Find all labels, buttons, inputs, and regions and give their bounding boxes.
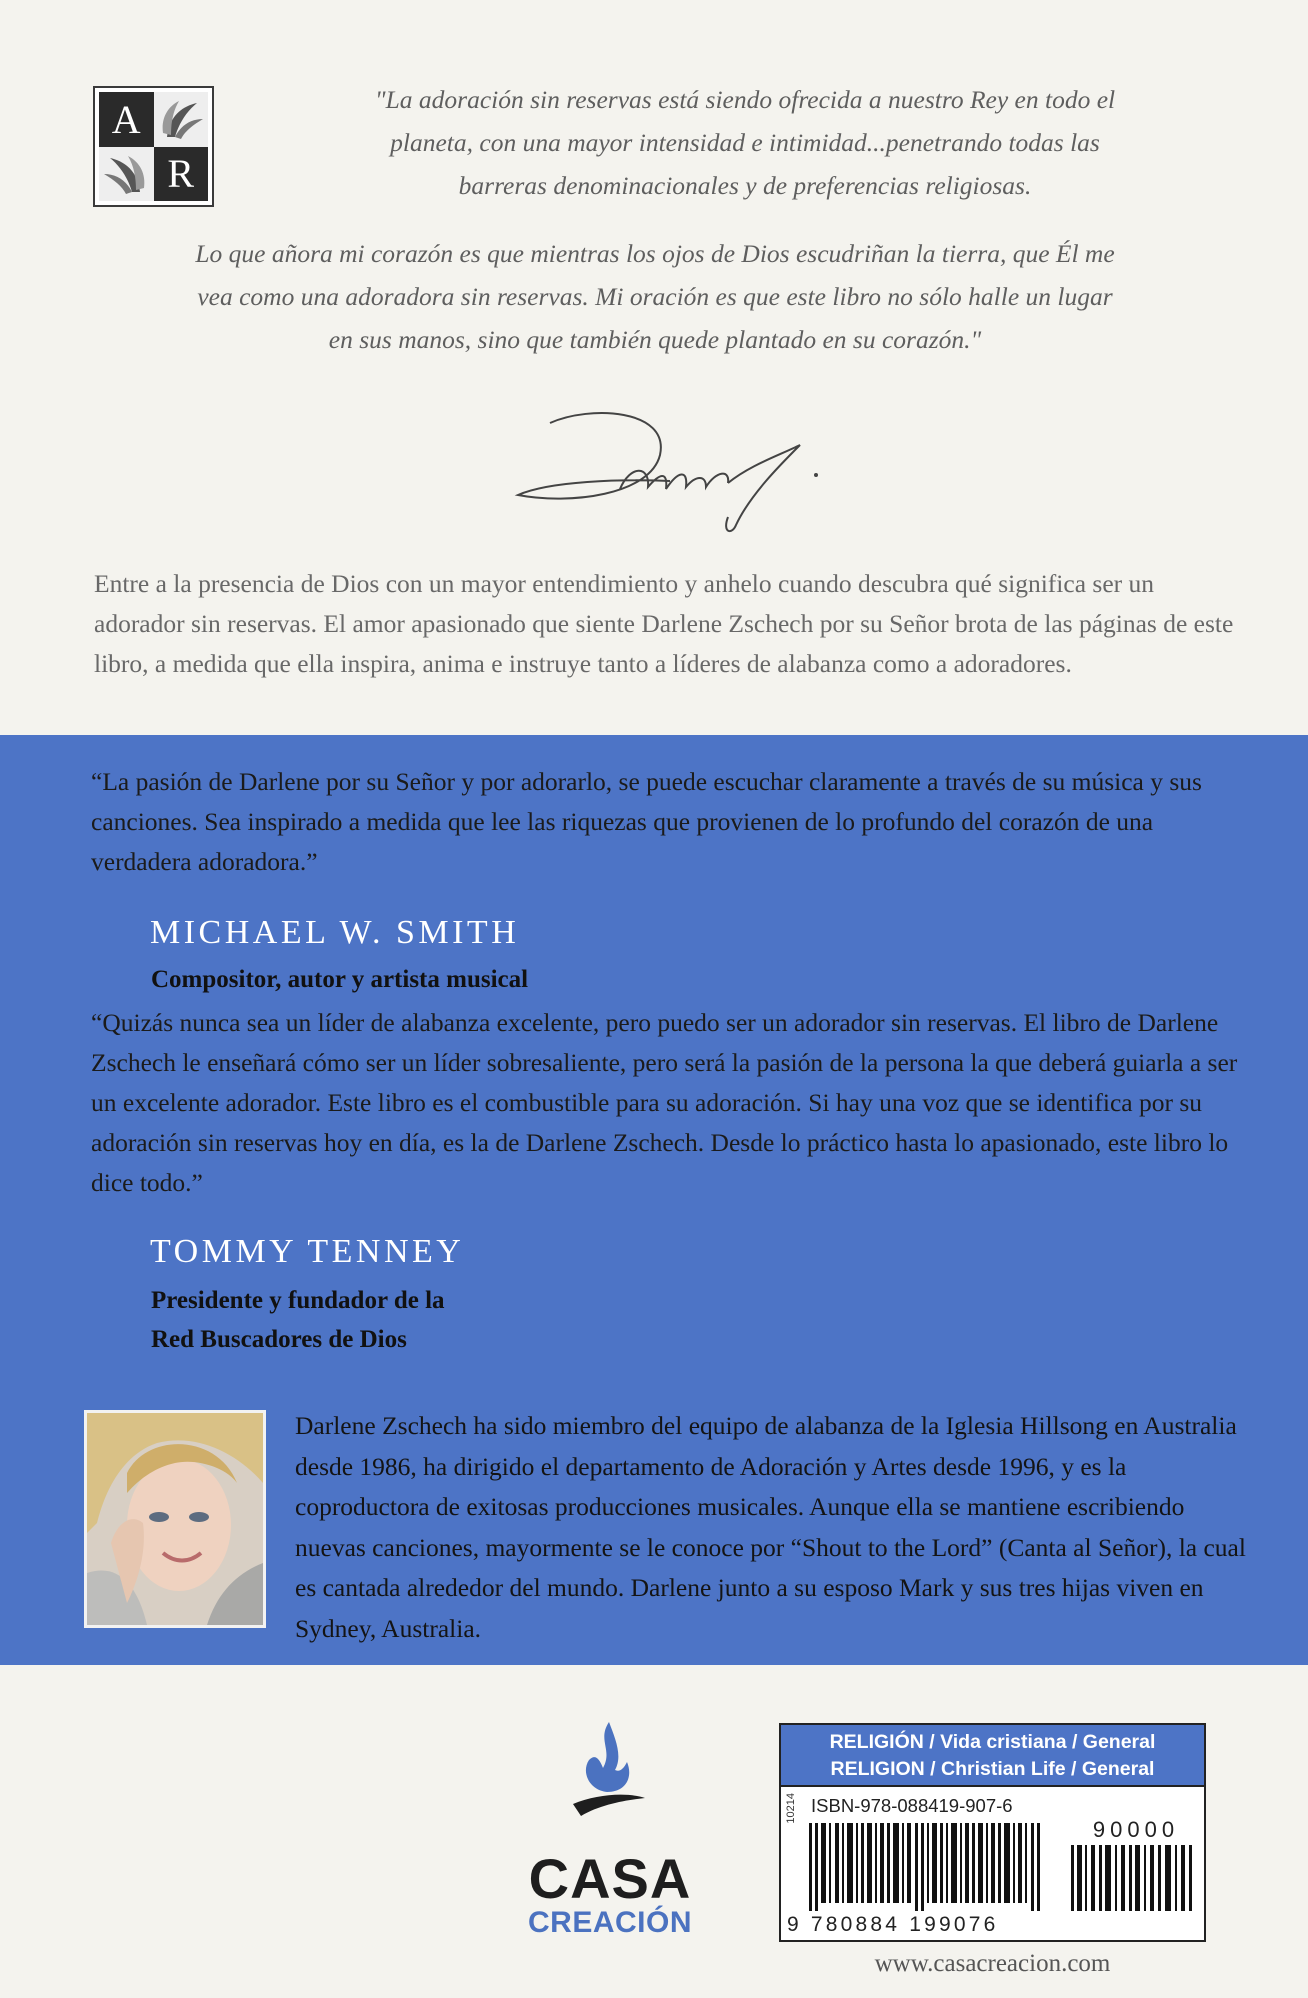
quote-line: "La adoración sin reservas está siendo ofrecida a nuestro Rey en todo el bbox=[374, 85, 1116, 114]
quote-line: vea como una adoradora sin reservas. Mi oración es que este libro no sólo halle un lugar bbox=[197, 282, 1113, 311]
publisher-subname: CREACIÓN bbox=[527, 1906, 692, 1939]
barcode-digits: 9 780884 199076 bbox=[787, 1913, 999, 1936]
quote-line: planeta, con una mayor intensidad e intimidad...penetrando todas las bbox=[390, 128, 1100, 157]
category-english: RELIGION / Christian Life / General bbox=[830, 1758, 1155, 1780]
addon-barcode-icon bbox=[1071, 1845, 1195, 1911]
logo-letter-r: R bbox=[154, 147, 209, 202]
publisher-website: www.casacreacion.com bbox=[874, 1950, 1111, 1977]
author-quote bbox=[270, 78, 1220, 207]
ar-logo bbox=[93, 86, 214, 207]
endorsement-quote: “Quizás nunca sea un líder de alabanza excelente, pero puedo ser un adorador sin reservas. El libro de Darlene Zschech le enseñará cómo ser un líder sobresaliente, pero será la pasión de la persona la que deberá guiarla a ser un excelente adorador. Este libro es el combustible para su adoración. Si hay una voz que se identifica por su adoración sin reservas hoy en día, es la de Darlene Zschech. Desde lo práctico hasta lo apasionado, este libro lo dice todo.” bbox=[91, 1008, 1238, 1197]
category-bar bbox=[781, 1725, 1204, 1787]
intro-paragraph: Entre a la presencia de Dios con un mayor entendimiento y anhelo cuando descubra qué significa ser un adorador sin reservas. El amor apasionado que siente Darlene Zschech por su Señor brota de las páginas de este libro, a medida que ella inspira, anima e instruye tanto a líderes de alabanza como a adoradores. bbox=[94, 569, 1234, 678]
side-code: 10214 bbox=[785, 1793, 797, 1824]
publisher-name: CASA bbox=[528, 1847, 692, 1910]
isbn-barcode-box bbox=[779, 1723, 1206, 1942]
leaf-icon bbox=[99, 147, 154, 202]
leaf-icon bbox=[154, 92, 209, 147]
flame-icon bbox=[567, 1720, 647, 1820]
endorser-role bbox=[151, 1281, 445, 1359]
endorser-name: MICHAEL W. SMITH bbox=[150, 914, 520, 951]
price-addon-digits: 90000 bbox=[1092, 1817, 1180, 1842]
quote-line: Lo que añora mi corazón es que mientras los ojos de Dios escudriñan la tierra, que Él me bbox=[195, 239, 1115, 268]
endorser-role: Compositor, autor y artista musical bbox=[151, 966, 529, 993]
endorsement-quote: “La pasión de Darlene por su Señor y por adorarlo, se puede escuchar claramente a través de su música y sus canciones. Sea inspirado a medida que lee las riquezas que provienen de lo profundo del corazón de una verdadera adoradora.” bbox=[91, 767, 1202, 876]
quote-line: en sus manos, sino que también quede plantado en su corazón." bbox=[328, 325, 982, 354]
author-bio: Darlene Zschech ha sido miembro del equipo de alabanza de la Iglesia Hillsong en Australia desde 1986, ha dirigido el departamento de Adoración y Artes desde 1996, y es la coproductora de exitosas producciones musicales. Aunque ella se mantiene escribiendo nuevas canciones, mayormente se le conoce por “Shout to the Lord” (Canta al Señor), la cual es cantada alrededor del mundo. Darlene junto a su esposo Mark y sus tres hijas viven en Sydney, Australia. bbox=[295, 1411, 1246, 1643]
author-photo bbox=[84, 1410, 266, 1628]
author-quote-continued bbox=[85, 232, 1225, 361]
handwritten-signature bbox=[510, 395, 830, 545]
barcode-icon bbox=[809, 1823, 1041, 1911]
quote-line: barreras denominacionales y de preferencias religiosas. bbox=[458, 171, 1032, 200]
isbn-number: ISBN-978-088419-907-6 bbox=[811, 1795, 1013, 1816]
logo-letter-a: A bbox=[99, 92, 154, 147]
category-spanish: RELIGIÓN / Vida cristiana / General bbox=[829, 1731, 1156, 1753]
endorser-role-line: Presidente y fundador de la bbox=[151, 1287, 445, 1314]
publisher-logo bbox=[505, 1720, 715, 1975]
endorser-name: TOMMY TENNEY bbox=[150, 1233, 465, 1270]
endorser-role-line: Red Buscadores de Dios bbox=[151, 1326, 407, 1353]
